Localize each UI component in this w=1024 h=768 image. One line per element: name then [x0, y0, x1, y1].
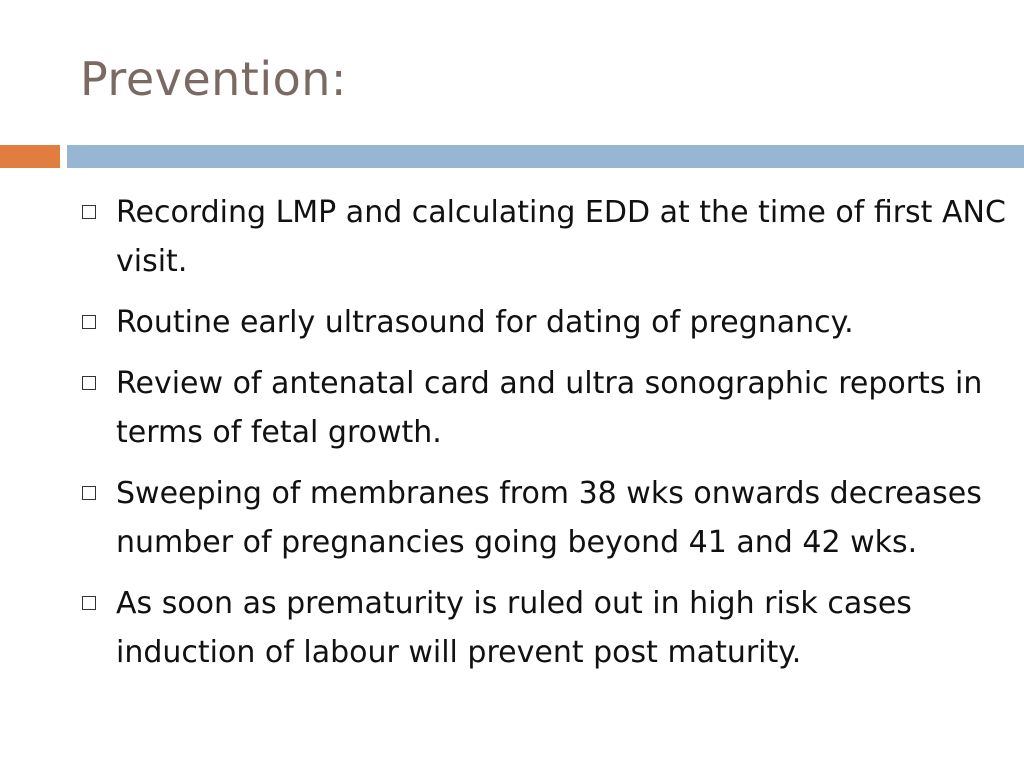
bullet-item [80, 298, 1010, 347]
bullet-text: Sweeping of membranes from 38 wks onwards decreases number of pregnancies going beyond 41 and 42 wks. [116, 476, 982, 560]
accent-bar-orange [0, 145, 60, 168]
bullet-text: As soon as prematurity is ruled out in high risk cases induction of labour will prevent post maturity. [116, 586, 912, 670]
bullet-item [80, 469, 1010, 567]
bullet-item [80, 579, 1010, 677]
bullet-list [80, 188, 1010, 689]
bullet-text: Routine early ultrasound for dating of pregnancy. [116, 305, 854, 340]
bullet-text: Recording LMP and calculating EDD at the time of first ANC visit. [116, 195, 1006, 279]
hollow-square-icon [82, 205, 96, 219]
accent-bar-blue [67, 145, 1024, 168]
bullet-item [80, 359, 1010, 457]
bullet-item [80, 188, 1010, 286]
hollow-square-icon [82, 486, 96, 500]
slide-title: Prevention: [80, 52, 347, 106]
hollow-square-icon [82, 596, 96, 610]
hollow-square-icon [82, 315, 96, 329]
hollow-square-icon [82, 376, 96, 390]
bullet-text: Review of antenatal card and ultra sonographic reports in terms of fetal growth. [116, 366, 983, 450]
